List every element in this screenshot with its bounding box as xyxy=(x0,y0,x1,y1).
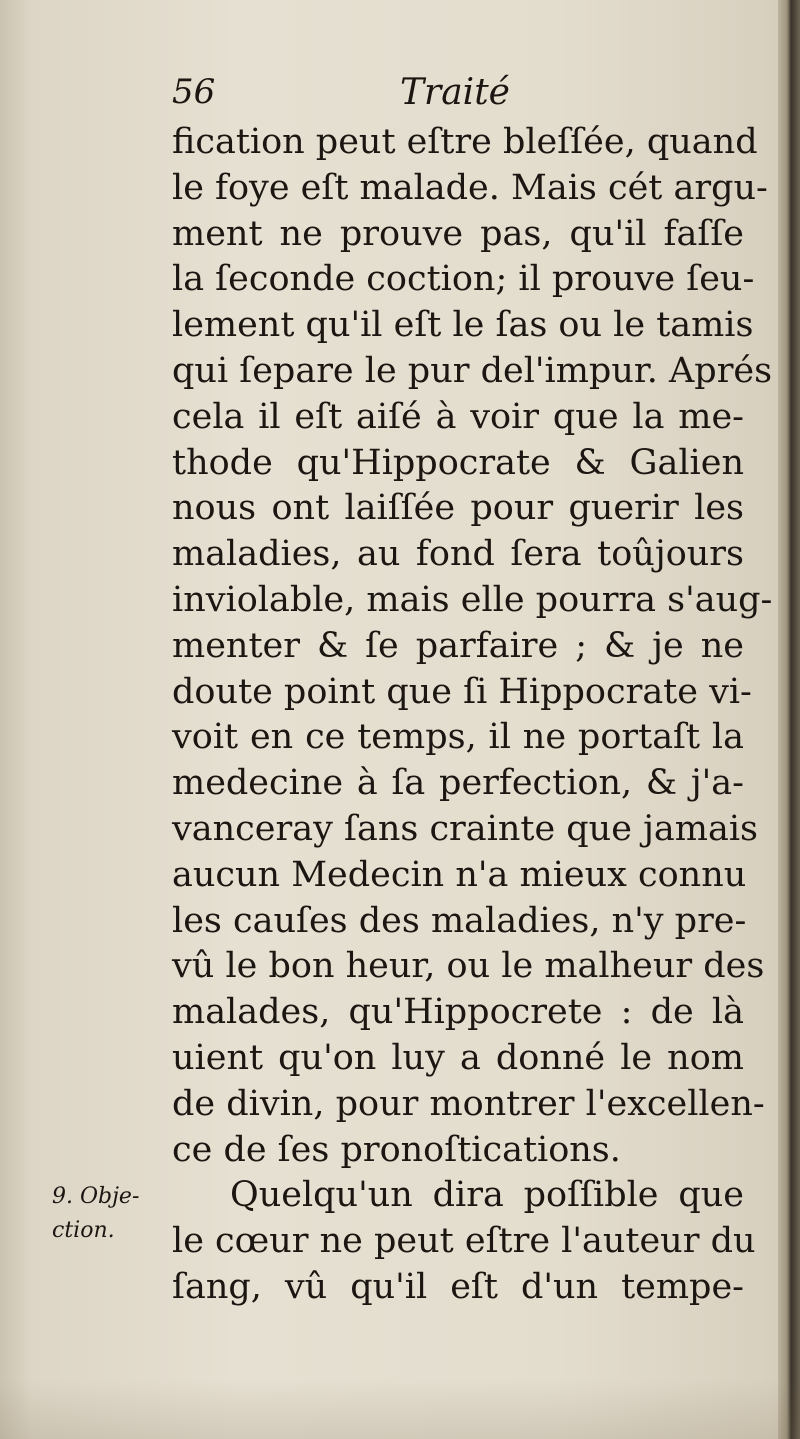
text-line: vanceray ſans crainte que jamais xyxy=(172,808,758,849)
text-line: nous ont laiſſée pour guerir les xyxy=(172,488,744,529)
text-line: thode qu'Hippocrate & Galien xyxy=(172,442,744,483)
page-number: 56 xyxy=(172,72,216,112)
page-header xyxy=(172,72,732,122)
text-line: fication peut eſtre bleſſée, quand xyxy=(172,122,758,162)
marginal-note-line: ction. xyxy=(52,1218,115,1243)
page-bottom-shade xyxy=(0,1379,800,1439)
page-spine-edge xyxy=(778,0,800,1439)
text-line: cela il eſt aiſé à voir que la me- xyxy=(172,396,744,437)
text-line: vû le bon heur, ou le malheur des xyxy=(172,946,765,987)
text-line: menter & ſe parfaire ; & je ne xyxy=(172,625,744,666)
text-line: ce de ſes pronoſtications. xyxy=(172,1129,621,1170)
text-line: maladies, au fond ſera toûjours xyxy=(172,534,744,575)
text-line: inviolable, mais elle pourra s'aug- xyxy=(172,579,773,620)
text-line: medecine à ſa perfection, & j'a- xyxy=(172,763,744,804)
text-line: lement qu'il eſt le ſas ou le tamis xyxy=(172,305,754,346)
text-line: de divin, pour montrer l'excellen- xyxy=(172,1083,765,1124)
text-line: Quelqu'un dira poſſible que xyxy=(230,1175,744,1216)
text-line: malades, qu'Hippocrete : de là xyxy=(172,992,744,1033)
text-line: doute point que ſi Hippocrate vi- xyxy=(172,671,752,712)
text-line: uient qu'on luy a donné le nom xyxy=(172,1037,744,1078)
text-line: voit en ce temps, il ne portaſt la xyxy=(172,717,744,758)
text-line: le cœur ne peut eſtre l'auteur du xyxy=(172,1221,756,1262)
text-line: ment ne prouve pas, qu'il faſſe xyxy=(172,213,744,254)
text-line: qui ſepare le pur del'impur. Aprés xyxy=(172,350,773,391)
text-line: ſang, vû qu'il eſt d'un tempe- xyxy=(172,1266,744,1307)
text-line: les cauſes des maladies, n'y pre- xyxy=(172,900,747,941)
text-line: aucun Medecin n'a mieux connu xyxy=(172,854,747,895)
text-line: le foye eſt malade. Mais cét argu- xyxy=(172,167,768,208)
running-title: Traité xyxy=(400,72,510,113)
text-line: la ſeconde coction; il prouve ſeu- xyxy=(172,259,755,300)
body-text xyxy=(172,120,773,1311)
marginal-note-line: 9. Obje- xyxy=(52,1184,140,1209)
marginal-note xyxy=(52,1180,162,1248)
